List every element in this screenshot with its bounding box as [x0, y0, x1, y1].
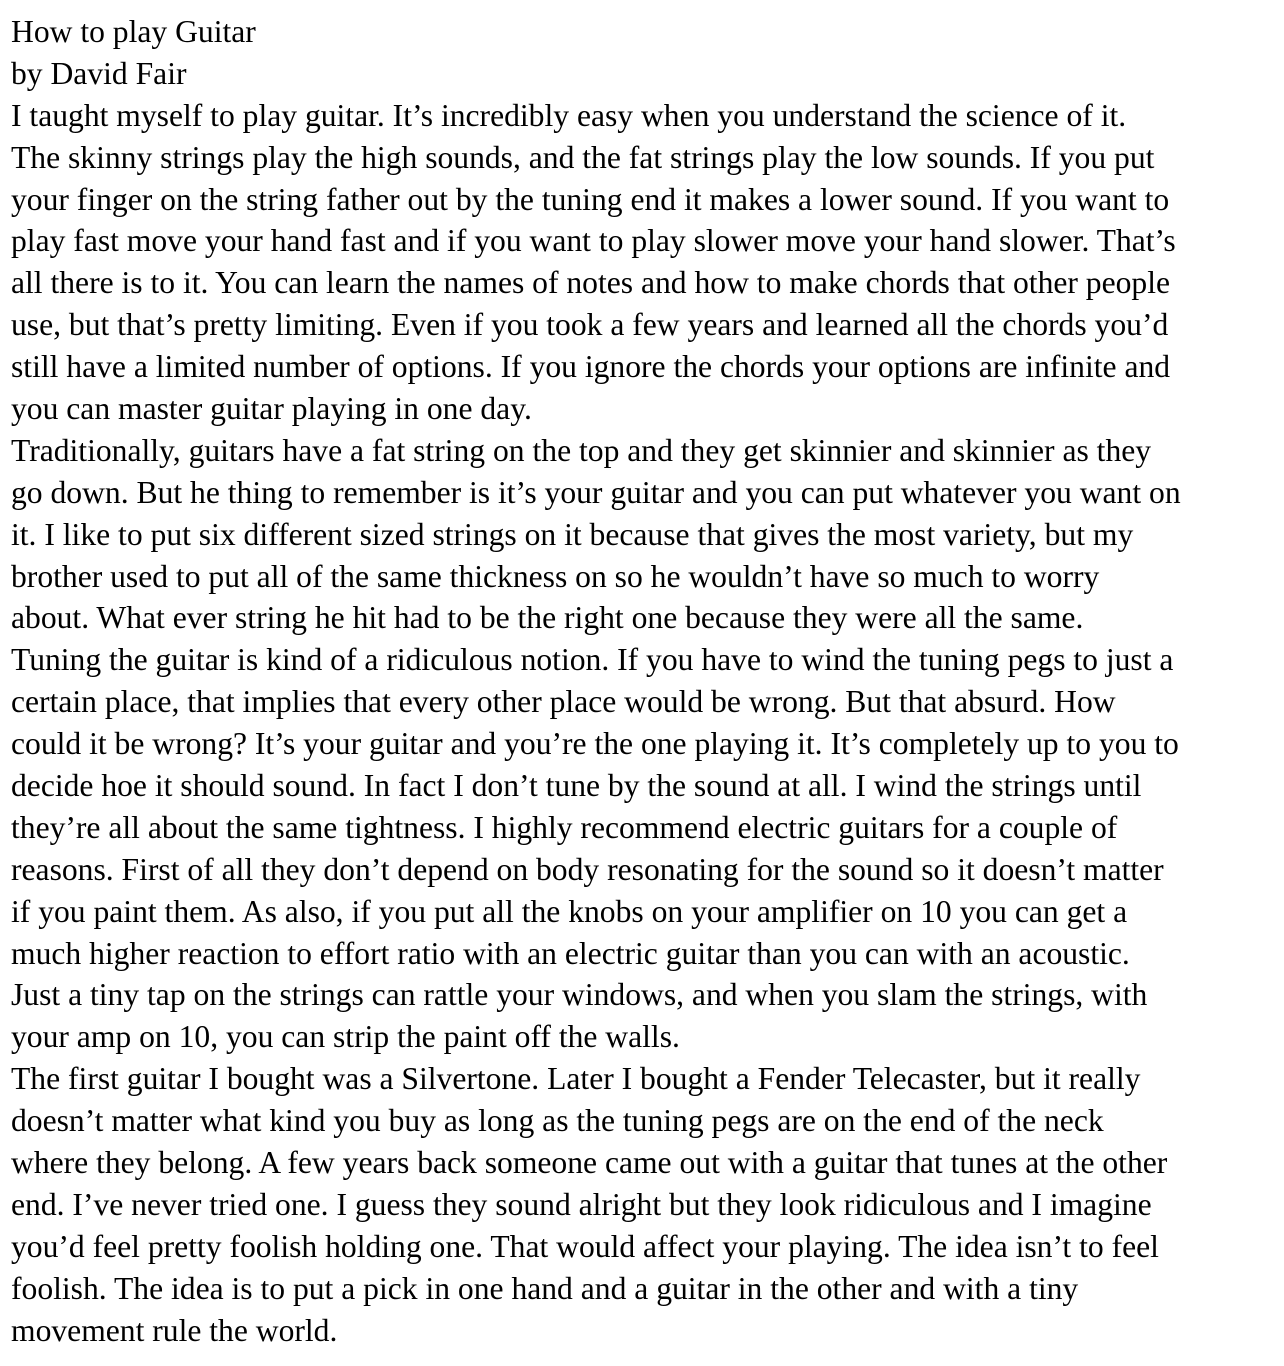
- paragraph-line: your finger on the string father out by the tuning end it makes a lower sound. If you want to: [11, 181, 1170, 217]
- document-title: How to play Guitar: [11, 14, 256, 49]
- body-paragraph: [11, 639, 1279, 1058]
- paragraph-line: movement rule the world.: [11, 1312, 338, 1348]
- body-paragraph: [11, 430, 1279, 639]
- paragraph-line: foolish. The idea is to put a pick in one hand and a guitar in the other and with a tiny: [11, 1270, 1079, 1306]
- paragraph-line: brother used to put all of the same thickness on so he wouldn’t have so much to worry: [11, 558, 1100, 594]
- paragraph-line: they’re all about the same tightness. I highly recommend electric guitars for a couple of: [11, 809, 1118, 845]
- paragraph-line: decide hoe it should sound. In fact I don’t tune by the sound at all. I wind the strings until: [11, 768, 1142, 804]
- paragraph-line: still have a limited number of options. If you ignore the chords your options are infinite and: [11, 349, 1171, 385]
- body-paragraph: [11, 1058, 1279, 1351]
- paragraph-line: play fast move your hand fast and if you want to play slower move your hand slower. That’s: [11, 223, 1176, 259]
- paragraph-line: The skinny strings play the high sounds, and the fat strings play the low sounds. If you put: [11, 139, 1155, 175]
- paragraph-line: much higher reaction to effort ratio with an electric guitar than you can with an acoustic.: [11, 935, 1130, 971]
- document-body: [11, 95, 1279, 1352]
- paragraph-line: The first guitar I bought was a Silvertone. Later I bought a Fender Telecaster, but it really: [11, 1061, 1141, 1097]
- paragraph-line: doesn’t matter what kind you buy as long as the tuning pegs are on the end of the neck: [11, 1103, 1104, 1139]
- paragraph-line: Traditionally, guitars have a fat string on the top and they get skinnier and skinnier as they: [11, 432, 1152, 468]
- paragraph-line: you’d feel pretty foolish holding one. That would affect your playing. The idea isn’t to feel: [11, 1228, 1159, 1264]
- paragraph-line: if you paint them. As also, if you put all the knobs on your amplifier on 10 you can get a: [11, 893, 1128, 929]
- paragraph-line: end. I’ve never tried one. I guess they sound alright but they look ridiculous and I imagine: [11, 1186, 1152, 1222]
- paragraph-line: could it be wrong? It’s your guitar and you’re the one playing it. It’s completely up to you to: [11, 726, 1179, 762]
- paragraph-line: certain place, that implies that every other place would be wrong. But that absurd. How: [11, 684, 1116, 720]
- paragraph-line: Just a tiny tap on the strings can rattle your windows, and when you slam the strings, with: [11, 977, 1148, 1013]
- paragraph-line: reasons. First of all they don’t depend on body resonating for the sound so it doesn’t matter: [11, 851, 1164, 887]
- paragraph-line: I taught myself to play guitar. It’s incredibly easy when you understand the science of it.: [11, 97, 1127, 133]
- document-byline: by David Fair: [11, 55, 187, 91]
- paragraph-line: your amp on 10, you can strip the paint off the walls.: [11, 1019, 680, 1055]
- body-paragraph: [11, 95, 1279, 430]
- paragraph-line: it. I like to put six different sized strings on it because that gives the most variety, but my: [11, 516, 1134, 552]
- paragraph-line: all there is to it. You can learn the names of notes and how to make chords that other people: [11, 265, 1171, 301]
- paragraph-line: where they belong. A few years back someone came out with a guitar that tunes at the other: [11, 1145, 1168, 1181]
- paragraph-line: go down. But he thing to remember is it’s your guitar and you can put whatever you want on: [11, 474, 1181, 510]
- paragraph-line: about. What ever string he hit had to be the right one because they were all the same.: [11, 600, 1084, 636]
- paragraph-line: Tuning the guitar is kind of a ridiculous notion. If you have to wind the tuning pegs to just a: [11, 642, 1174, 678]
- document-page: [11, 11, 1279, 1352]
- paragraph-line: you can master guitar playing in one day.: [11, 391, 532, 427]
- paragraph-line: use, but that’s pretty limiting. Even if you took a few years and learned all the chords you’d: [11, 307, 1169, 343]
